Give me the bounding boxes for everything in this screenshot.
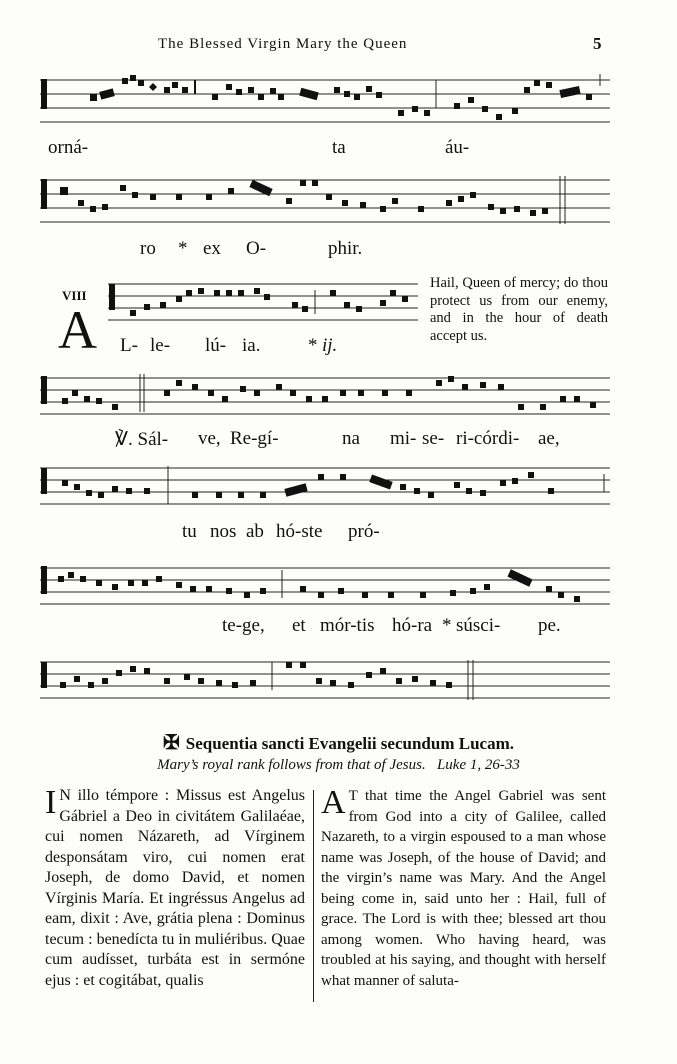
chant-staff-6 bbox=[0, 558, 677, 618]
syllable: Re-gí- bbox=[230, 428, 279, 449]
chant-staff-1 bbox=[0, 70, 677, 140]
syllable: súsci- bbox=[456, 615, 501, 636]
syllable: pe. bbox=[538, 615, 561, 636]
asterisk: * bbox=[178, 238, 188, 259]
running-title: The Blessed Virgin Mary the Queen bbox=[158, 36, 408, 52]
initial-letter: A bbox=[58, 300, 97, 360]
syllable: hó-ste bbox=[276, 521, 323, 542]
syllable: pró- bbox=[348, 521, 380, 542]
latin-column bbox=[45, 786, 305, 991]
page-number: 5 bbox=[593, 34, 602, 53]
english-column bbox=[321, 786, 606, 991]
column-divider bbox=[313, 790, 314, 1002]
syllable: tu bbox=[182, 521, 197, 542]
latin-drop-cap: I bbox=[45, 784, 57, 821]
syllable: te-ge, bbox=[222, 615, 265, 636]
cross-icon: ✠ bbox=[162, 732, 180, 754]
syllable: ia. bbox=[242, 335, 261, 356]
syllable: phir. bbox=[328, 238, 363, 259]
syllable: áu- bbox=[445, 137, 470, 158]
syllable: L- bbox=[120, 335, 138, 356]
syllable: ℣. Sál- bbox=[115, 429, 169, 450]
syllable: lú- bbox=[205, 335, 227, 356]
syllable: nos bbox=[210, 521, 237, 542]
syllable: ta bbox=[332, 137, 346, 158]
lyric-line-1 bbox=[48, 137, 88, 159]
syllable: mór-tis bbox=[320, 615, 375, 636]
syllable: ro bbox=[140, 238, 156, 259]
syllable: mi- bbox=[390, 428, 417, 449]
subheading-text: Mary’s royal rank follows from that of Jesus. bbox=[157, 757, 426, 773]
syllable: hó-ra bbox=[392, 615, 433, 636]
chant-staff-7 bbox=[0, 656, 677, 706]
chant-staff-4 bbox=[0, 368, 677, 428]
syllable: ex bbox=[203, 238, 221, 259]
syllable: le- bbox=[150, 335, 171, 356]
chant-staff-2 bbox=[0, 170, 677, 240]
mode-number: VIII bbox=[62, 288, 87, 303]
syllable: ab bbox=[246, 521, 264, 542]
translation-note: Hail, Queen of mercy; do thou protect us from our enemy, and in the hour of death accept us. bbox=[430, 275, 608, 344]
asterisk: * bbox=[442, 615, 452, 636]
syllable: ri-córdi- bbox=[456, 428, 520, 449]
syllable: na bbox=[342, 428, 360, 449]
syllable: et bbox=[292, 615, 306, 636]
gospel-heading-text: Sequentia sancti Evangelii secundum Lucam. bbox=[185, 734, 514, 753]
gospel-subheading bbox=[0, 757, 677, 774]
english-text: T that time the Angel Gabriel was sent from God into a city of Galilee, called Nazareth, to a virgin espoused to a man whose name was Joseph, of the house of David; and the virgin’s name was Mary. And the Angel being come in, said unto her : Hail, full of grace. The Lord is with thee; blessed art thou among women. Who having heard, was troubled at his saying, and thought with herself what manner of saluta- bbox=[321, 788, 606, 989]
syllable: se- bbox=[422, 428, 445, 449]
gospel-heading bbox=[0, 730, 677, 755]
syllable: ve, bbox=[198, 428, 221, 449]
syllable: orná- bbox=[48, 137, 89, 158]
english-drop-cap: A bbox=[321, 784, 346, 821]
syllable: ae, bbox=[538, 428, 560, 449]
scripture-reference: Luke 1, 26-33 bbox=[436, 757, 520, 773]
asterisk: * bbox=[308, 335, 318, 356]
chant-staff-5 bbox=[0, 460, 677, 520]
syllable: O- bbox=[246, 238, 267, 259]
page-header bbox=[0, 36, 677, 56]
syllable: ij. bbox=[322, 335, 338, 356]
latin-text: N illo témpore : Missus est Angelus Gábriel a Deo in civitátem Galilaéae, cui nomen Názareth, ad Vírginem desponsátam viro, cui nomen erat Joseph, de domo David, et nomen Vírginis María. Et ingréssus Angelus ad eam, dixit : Ave, grátia plena : Dominus tecum : benedícta tu in muliéribus. Quae cum audísset, turbáta est in sermóne ejus : et cogitábat, qualis bbox=[45, 787, 305, 989]
